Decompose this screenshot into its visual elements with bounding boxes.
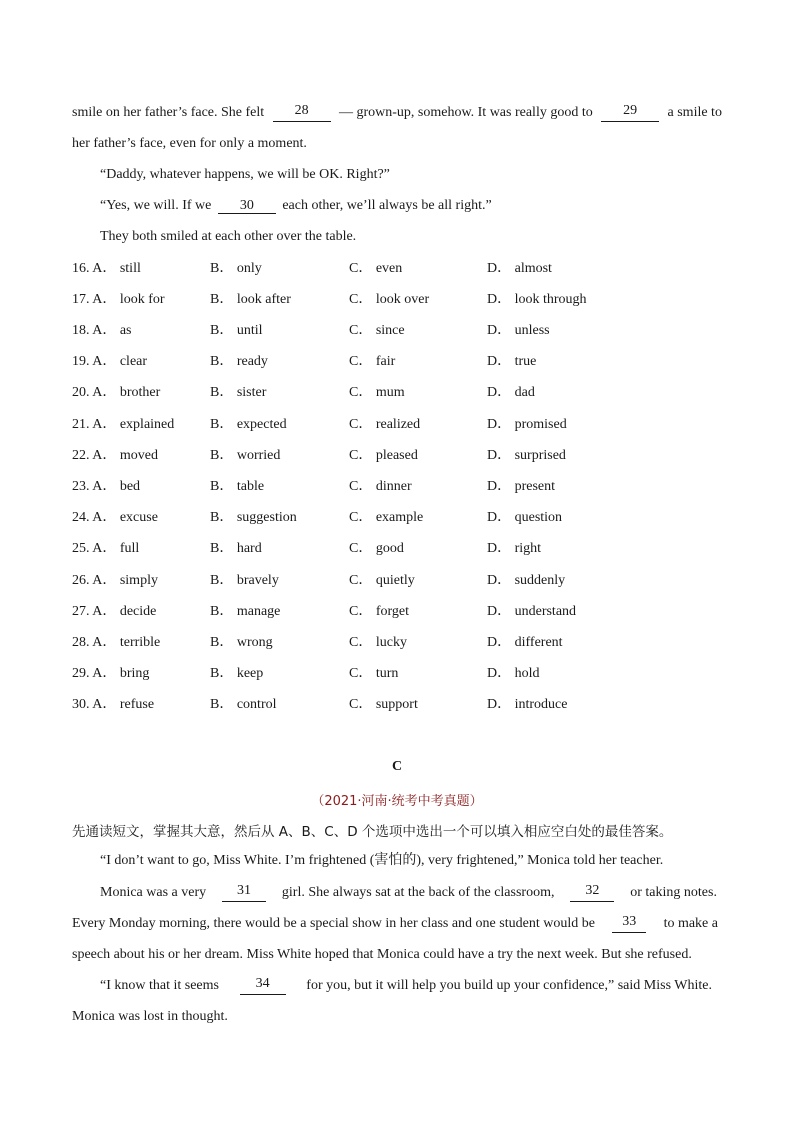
- blank-34: 34: [240, 977, 286, 995]
- option-d: D． right: [487, 541, 542, 556]
- instruction-text: 先通读短文，掌握其大意，然后从 A、B、C、D 个选项中选出一个可以填入相应空白处的最佳答案。: [72, 824, 673, 840]
- passage-line: Monica was lost in thought.: [72, 1009, 228, 1024]
- option-a: 26. A． simply: [72, 573, 158, 588]
- option-c: C． support: [349, 697, 418, 712]
- option-b: B． manage: [210, 604, 281, 619]
- passage-text: each other, we’ll always be all right.”: [282, 198, 492, 213]
- passage-text: smile on her father’s face. She felt: [72, 105, 265, 120]
- option-b: B． worried: [210, 448, 281, 463]
- option-c: C． quietly: [349, 573, 415, 588]
- blank-32: 32: [570, 884, 614, 902]
- option-d: D． unless: [487, 323, 550, 338]
- option-a: 17. A． look for: [72, 292, 165, 307]
- option-d: D． true: [487, 354, 537, 369]
- passage-line: “I don’t want to go, Miss White. I’m frightened (害怕的), very frightened,” Monica told her teacher.: [100, 853, 664, 868]
- option-d: D． surprised: [487, 448, 566, 463]
- passage-line: [100, 884, 722, 902]
- passage-line: speech about his or her dream. Miss White hoped that Monica could have a try the next week. But she refused.: [72, 947, 692, 962]
- passage-text: “I know that it seems: [100, 978, 219, 993]
- passage-text: a smile to: [667, 105, 722, 120]
- passage-text: for you, but it will help you build up your confidence,” said Miss White.: [306, 978, 712, 993]
- option-d: D． dad: [487, 385, 535, 400]
- option-d: D． almost: [487, 261, 552, 276]
- option-b: B． look after: [210, 292, 291, 307]
- option-d: D． introduce: [487, 697, 568, 712]
- option-c: C． pleased: [349, 448, 418, 463]
- option-b: B． ready: [210, 354, 268, 369]
- passage-line: “Daddy, whatever happens, we will be OK. Right?”: [100, 167, 390, 182]
- passage-line: her father’s face, even for only a moment.: [72, 136, 307, 151]
- option-d: D． question: [487, 510, 563, 525]
- blank-30: 30: [218, 199, 276, 214]
- passage-text: — grown-up, somehow. It was really good to: [338, 105, 593, 120]
- source-note: （2021·河南·统考中考真题）: [311, 794, 483, 809]
- option-a: 18. A． as: [72, 323, 132, 338]
- option-c: C． even: [349, 261, 403, 276]
- option-b: B． until: [210, 323, 263, 338]
- passage-line: [72, 104, 722, 122]
- option-d: D． suddenly: [487, 573, 566, 588]
- passage-line: [100, 197, 750, 215]
- option-b: B． hard: [210, 541, 262, 556]
- option-b: B． only: [210, 261, 262, 276]
- section-heading: C: [391, 759, 403, 774]
- option-a: 19. A． clear: [72, 354, 148, 369]
- option-d: D． understand: [487, 604, 577, 619]
- option-a: 23. A． bed: [72, 479, 141, 494]
- passage-text: Monica was a very: [100, 885, 207, 900]
- option-a: 28. A． terrible: [72, 635, 161, 650]
- option-a: 16. A． still: [72, 261, 141, 276]
- option-c: C． turn: [349, 666, 399, 681]
- blank-33: 33: [612, 915, 646, 933]
- option-c: C． fair: [349, 354, 396, 369]
- option-d: D． hold: [487, 666, 540, 681]
- option-a: 29. A． bring: [72, 666, 150, 681]
- option-b: B． keep: [210, 666, 264, 681]
- option-b: B． expected: [210, 417, 287, 432]
- option-c: C． mum: [349, 385, 405, 400]
- option-a: 21. A． explained: [72, 417, 175, 432]
- option-b: B． wrong: [210, 635, 273, 650]
- option-c: C． forget: [349, 604, 410, 619]
- blank-31: 31: [222, 884, 266, 902]
- option-c: C． dinner: [349, 479, 412, 494]
- option-a: 24. A． excuse: [72, 510, 158, 525]
- option-c: C． example: [349, 510, 424, 525]
- blank-28: 28: [273, 104, 331, 122]
- option-d: D． look through: [487, 292, 587, 307]
- option-b: B． control: [210, 697, 277, 712]
- passage-line: They both smiled at each other over the table.: [100, 229, 357, 244]
- option-b: B． table: [210, 479, 265, 494]
- option-d: D． promised: [487, 417, 567, 432]
- option-a: 25. A． full: [72, 541, 140, 556]
- option-d: D． present: [487, 479, 556, 494]
- passage-text: to make a: [663, 916, 718, 931]
- option-a: 20. A． brother: [72, 385, 161, 400]
- option-a: 22. A． moved: [72, 448, 158, 463]
- option-d: D． different: [487, 635, 563, 650]
- option-c: C． since: [349, 323, 405, 338]
- passage-text: or taking notes.: [630, 885, 717, 900]
- passage-text: Every Monday morning, there would be a special show in her class and one student would be: [72, 916, 595, 931]
- option-c: C． realized: [349, 417, 421, 432]
- option-a: 27. A． decide: [72, 604, 157, 619]
- passage-line: [100, 977, 712, 995]
- blank-29: 29: [601, 104, 659, 122]
- option-b: B． suggestion: [210, 510, 297, 525]
- option-c: C． good: [349, 541, 404, 556]
- option-a: 30. A． refuse: [72, 697, 155, 712]
- option-c: C． look over: [349, 292, 430, 307]
- option-c: C． lucky: [349, 635, 407, 650]
- passage-text: “Yes, we will. If we: [100, 198, 212, 213]
- passage-line: [72, 915, 718, 933]
- passage-text: girl. She always sat at the back of the classroom,: [281, 885, 555, 900]
- option-b: B． sister: [210, 385, 267, 400]
- option-b: B． bravely: [210, 573, 279, 588]
